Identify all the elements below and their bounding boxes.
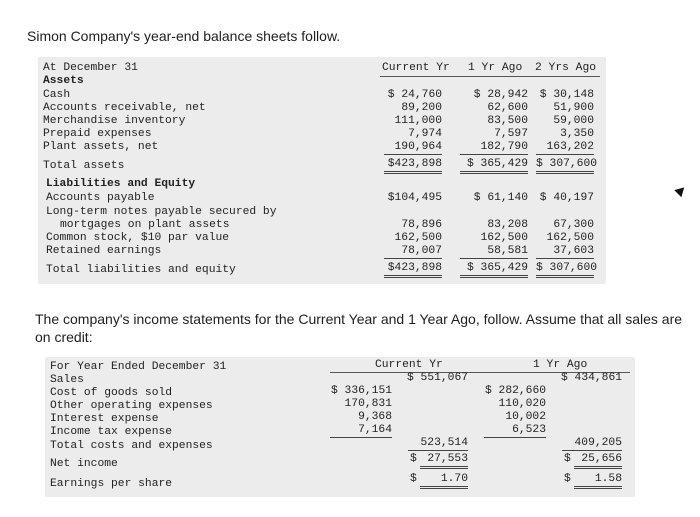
bs-row-label: Cash (43, 89, 71, 101)
bs-cell: $ 61,140 (473, 192, 528, 204)
is-cell: $ 434,861 (560, 372, 622, 384)
bs-header-rule (380, 76, 600, 77)
bs-row-label: Merchandise inventory (43, 115, 186, 127)
bs-cell: 83,500 (487, 115, 528, 127)
is-dollar-sign: $ (410, 453, 417, 465)
bs-row-label: mortgages on plant assets (60, 219, 230, 231)
bs-col-1yr: 1 Yr Ago (468, 62, 523, 74)
bs-cell: $ 365,429 (460, 262, 528, 278)
is-cell: 27,553 (420, 453, 468, 469)
bs-cell: $ 307,600 (536, 262, 594, 278)
bs-liab-heading: Liabilities and Equity (46, 178, 196, 190)
bs-cell: 78,007 (384, 245, 442, 259)
is-row-label: Interest expense (50, 413, 159, 425)
bs-cell: 182,790 (460, 141, 528, 155)
bs-cell: $ 365,429 (460, 158, 528, 174)
is-cell: 7,164 (330, 424, 392, 438)
bs-row-label: Total assets (43, 160, 125, 172)
is-row-label: Total costs and expenses (50, 440, 213, 452)
is-cell: 10,002 (505, 411, 546, 423)
is-dollar-sign: $ (410, 473, 417, 485)
bs-cell: 58,581 (460, 245, 528, 259)
is-row-label: Cost of goods sold (50, 387, 173, 399)
bs-cell: 7,597 (494, 128, 528, 140)
bs-cell: 162,500 (394, 232, 442, 244)
is-col-current: Current Yr (375, 359, 443, 371)
bs-cell: 162,500 (480, 232, 528, 244)
bs-row-label: Common stock, $10 par value (46, 232, 230, 244)
bs-cell: $423,898 (384, 158, 442, 174)
is-row-label: Earnings per share (50, 478, 173, 490)
bs-cell: 67,300 (553, 219, 594, 231)
bs-cell: 3,350 (560, 128, 594, 140)
is-cell: 6,523 (484, 424, 546, 438)
is-row-label: Sales (50, 374, 84, 386)
bs-cell: 37,603 (536, 245, 594, 259)
bs-cell: 78,896 (401, 219, 442, 231)
is-cell: 409,205 (562, 437, 622, 451)
bs-row-label: Accounts payable (46, 192, 155, 204)
bs-row-label: Prepaid expenses (43, 128, 152, 140)
bs-cell: $ 24,760 (387, 89, 442, 101)
bs-row-label: Total liabilities and equity (46, 264, 236, 276)
bs-cell: 111,000 (394, 115, 442, 127)
bs-cell: 7,974 (408, 128, 442, 140)
is-cell: 110,020 (498, 398, 546, 410)
bs-cell: 89,200 (401, 102, 442, 114)
bs-cell: $ 40,197 (539, 192, 594, 204)
bs-cell: 190,964 (384, 141, 442, 155)
is-cell: 1.70 (420, 473, 468, 489)
is-cell: 9,368 (358, 411, 392, 423)
bs-cell: 59,000 (553, 115, 594, 127)
is-dollar-sign: $ (564, 453, 571, 465)
bs-col-current: Current Yr (382, 62, 450, 74)
bs-cell: $423,898 (384, 262, 442, 278)
mouse-cursor-icon (674, 184, 687, 197)
income-intro: The company's income statements for the Current Year and 1 Year Ago, follow. Assume that all sales are on credit: (35, 311, 683, 345)
bs-row-label: Accounts receivable, net (43, 102, 206, 114)
bs-cell: $104,495 (387, 192, 442, 204)
is-cell: 1.58 (574, 473, 622, 489)
bs-cell: 163,202 (536, 141, 594, 155)
is-cell: 25,656 (574, 453, 622, 469)
bs-assets-heading: Assets (43, 75, 84, 87)
is-cell: 523,514 (408, 437, 468, 451)
is-dollar-sign: $ (564, 473, 571, 485)
bs-row-label: Plant assets, net (43, 141, 159, 153)
bs-cell: $ 28,942 (473, 89, 528, 101)
is-col-1yr: 1 Yr Ago (533, 359, 588, 371)
bs-row-label: Long-term notes payable secured by (46, 206, 277, 218)
is-cell: $ 551,067 (406, 372, 468, 384)
bs-cell: 162,500 (546, 232, 594, 244)
is-cell: $ 282,660 (484, 385, 546, 397)
bs-cell: 62,600 (487, 102, 528, 114)
bs-cell: $ 30,148 (539, 89, 594, 101)
is-cell: $ 336,151 (330, 385, 392, 397)
is-row-label: Income tax expense (50, 426, 173, 438)
balance-sheet-intro: Simon Company's year-end balance sheets follow. (27, 28, 341, 44)
bs-row-label: Retained earnings (46, 245, 162, 257)
bs-col-2yr: 2 Yrs Ago (535, 62, 597, 74)
bs-cell: 83,208 (487, 219, 528, 231)
is-cell: 170,831 (344, 398, 392, 410)
bs-header-label: At December 31 (43, 62, 138, 74)
is-row-label: Other operating expenses (50, 400, 213, 412)
is-row-label: Net income (50, 458, 118, 470)
bs-cell: $ 307,600 (536, 158, 594, 174)
is-header-label: For Year Ended December 31 (50, 361, 227, 373)
bs-cell: 51,900 (553, 102, 594, 114)
